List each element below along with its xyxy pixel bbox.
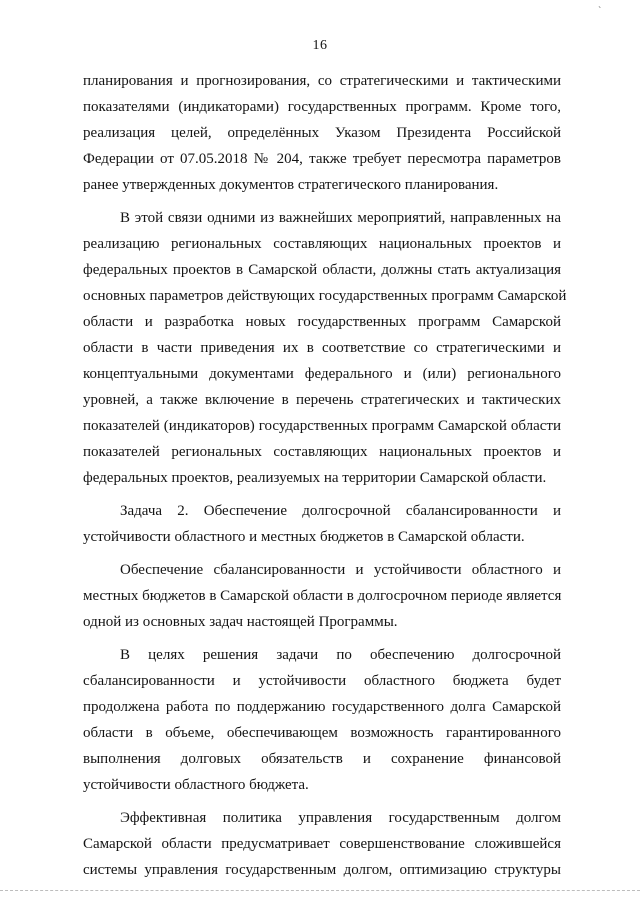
text-line: системы управления государственным долгом, оптимизацию структуры — [83, 862, 561, 878]
text-line: Эффективная политика управления государственным долгом — [120, 810, 561, 826]
paragraph — [83, 205, 567, 491]
text-line: Обеспечение сбалансированности и устойчивости областного и — [120, 562, 561, 578]
text-line: В целях решения задачи по обеспечению долгосрочной — [120, 647, 561, 663]
text-line: области в объеме, обеспечивающем возможность гарантированного — [83, 725, 561, 741]
text-line: устойчивости областного бюджета. — [83, 777, 309, 793]
text-line: Самарской области предусматривает совершенствование сложившейся — [83, 836, 561, 852]
text-line: уровней, а также включение в перечень стратегических и тактических — [83, 392, 561, 408]
paragraph — [83, 642, 561, 798]
text-line: показателями (индикаторами) государственных программ. Кроме того, — [83, 99, 561, 115]
text-line: ранее утвержденных документов стратегического планирования. — [83, 177, 499, 193]
text-line: федеральных проектов, реализуемых на территории Самарской области. — [83, 470, 547, 486]
text-line: В этой связи одними из важнейших мероприятий, направленных на — [120, 210, 561, 226]
text-line: показателей региональных составляющих национальных проектов и — [83, 444, 561, 460]
text-line: сбалансированности и устойчивости областного бюджета будет — [83, 673, 561, 689]
text-line: устойчивости областного и местных бюджетов в Самарской области. — [83, 529, 525, 545]
text-line: местных бюджетов в Самарской области в долгосрочном периоде является — [83, 588, 562, 604]
paragraph-gap — [83, 550, 561, 557]
text-line: Федерации от 07.05.2018 № 204, также требует пересмотра параметров — [83, 151, 561, 167]
paragraph — [83, 805, 561, 883]
text-line: области в части приведения их в соответствие со стратегическими и — [83, 340, 561, 356]
text-line: выполнения долговых обязательств и сохранение финансовой — [83, 751, 561, 767]
corner-mark: ` — [598, 6, 602, 17]
paragraph-gap — [83, 491, 561, 498]
paragraph — [83, 498, 561, 550]
text-line: реализация целей, определённых Указом Президента Российской — [83, 125, 561, 141]
text-line: одной из основных задач настоящей Программы. — [83, 614, 398, 630]
paragraph-gap — [83, 798, 561, 805]
text-line: концептуальными документами федерального и (или) регионального — [83, 366, 561, 382]
text-line: показателей (индикаторов) государственных программ Самарской области — [83, 418, 561, 434]
paragraph-gap — [83, 635, 561, 642]
text-line: федеральных проектов в Самарской области, должны стать актуализация — [83, 262, 561, 278]
text-line: реализацию региональных составляющих национальных проектов и — [83, 236, 561, 252]
text-line: планирования и прогнозирования, со стратегическими и тактическими — [83, 73, 561, 89]
text-line: области и разработка новых государственных программ Самарской — [83, 314, 561, 330]
text-line: Задача 2. Обеспечение долгосрочной сбалансированности и — [120, 503, 561, 519]
page-number: 16 — [312, 38, 328, 53]
paragraph — [83, 68, 561, 198]
text-line: основных параметров действующих государственных программ Самарской — [83, 288, 567, 304]
text-line: продолжена работа по поддержанию государственного долга Самарской — [83, 699, 561, 715]
paragraph — [83, 557, 561, 635]
scan-edge-line — [0, 890, 640, 891]
paragraph-gap — [83, 198, 561, 205]
body-text — [83, 68, 567, 883]
